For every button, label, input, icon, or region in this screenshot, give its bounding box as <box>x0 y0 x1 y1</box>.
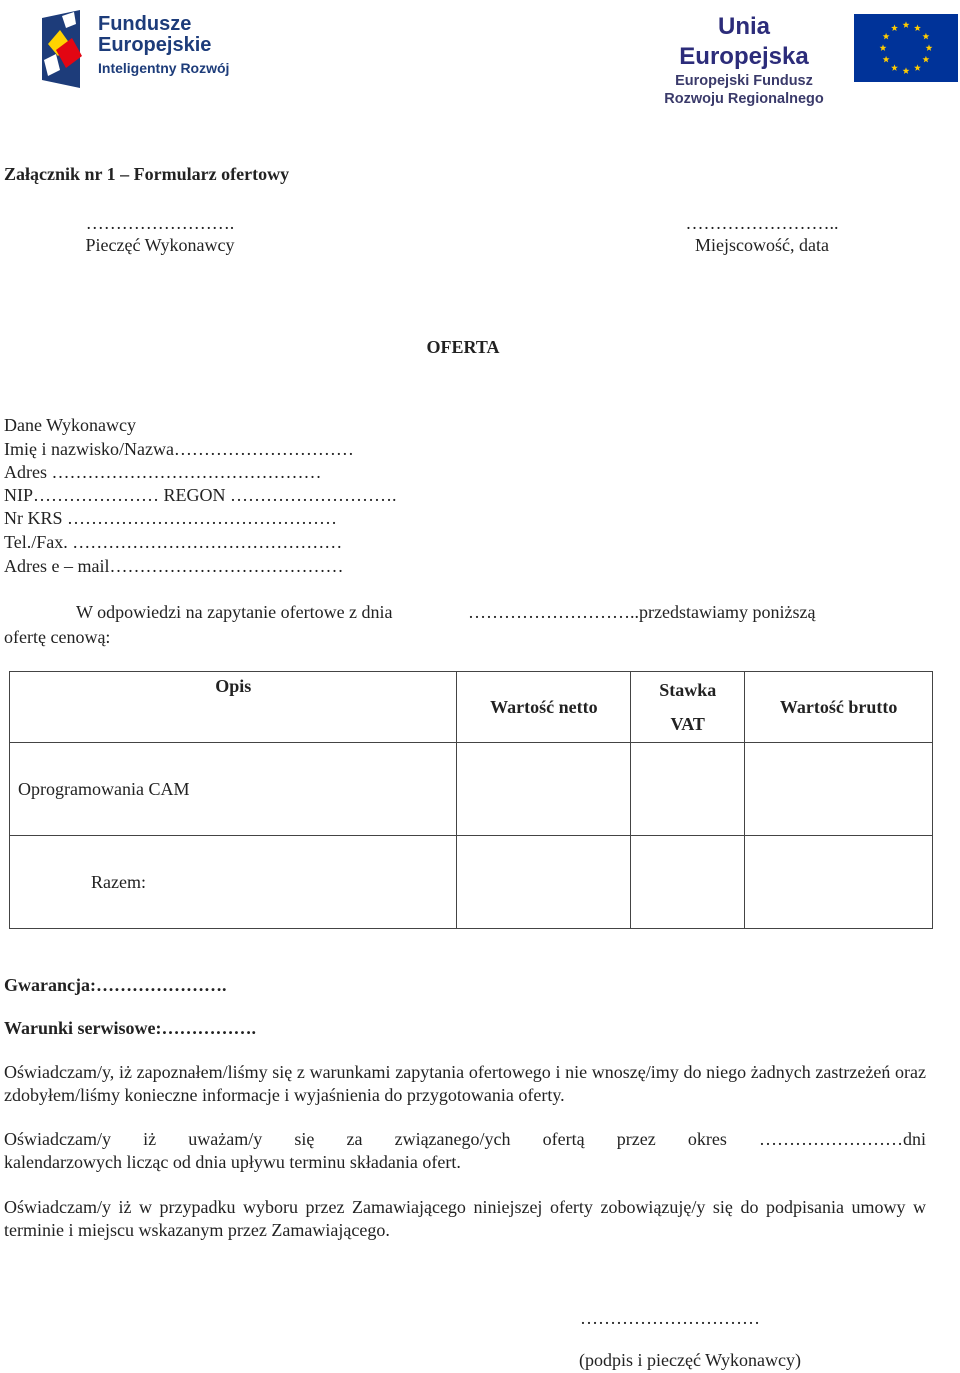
total-gross-value[interactable] <box>745 836 933 929</box>
header-gross-value: Wartość brutto <box>745 672 933 743</box>
statement-3: Oświadczam/y iż w przypadku wyboru przez Zamawiającego niniejszej oferty zobowiązuję/y się do podpisania umowy w terminie i miejscu wskazanym przez Zamawiającego. <box>4 1197 926 1240</box>
contractor-name-field: Imię i nazwisko/Nazwa………………………… <box>4 439 354 459</box>
fe-line2: Europejskie <box>98 34 212 56</box>
signature-dots: ………………………… <box>580 1308 760 1328</box>
header-vat-rate-line1: Stawka <box>659 680 717 700</box>
fe-line3: Inteligentny Rozwój <box>98 60 230 76</box>
fe-line1: Fundusze <box>98 13 192 35</box>
contractor-phone-field: Tel./Fax. ……………………………………… <box>4 532 343 552</box>
table-row <box>10 743 933 836</box>
statement-1: Oświadczam/y, iż zapoznałem/liśmy się z warunkami zapytania ofertowego i nie wnoszę/imy do niego żadnych zastrzeżeń oraz zdobyłem/liśmy konieczne informacje i wyjaśnienia do przygotowania oferty. <box>4 1062 926 1105</box>
total-net-value[interactable] <box>457 836 631 929</box>
intro-part2: ………………………..przedstawiamy poniższą <box>468 602 816 622</box>
statement-2-line1: Oświadczam/y iż uważam/y się za związanego/ych ofertą przez okres ……………………dni <box>4 1129 926 1149</box>
row-net-value[interactable] <box>457 743 631 836</box>
intro-part1: W odpowiedzi na zapytanie ofertowe z dnia <box>76 602 393 622</box>
row-gross-value[interactable] <box>745 743 933 836</box>
contractor-email-field: Adres e – mail………………………………… <box>4 556 344 576</box>
header-vat-rate <box>631 672 745 743</box>
ue-logo-text <box>650 12 838 108</box>
document-title: Załącznik nr 1 – Formularz ofertowy <box>4 164 290 184</box>
offer-heading: OFERTA <box>426 337 500 357</box>
offer-table <box>9 671 933 929</box>
header-description: Opis <box>10 672 457 743</box>
place-dots: …………………….. <box>685 213 839 233</box>
header-net-value: Wartość netto <box>457 672 631 743</box>
row-vat-rate[interactable] <box>631 743 745 836</box>
eu-flag-icon <box>854 14 958 82</box>
row-total-label <box>10 836 457 929</box>
contractor-address-field: Adres ……………………………………… <box>4 462 322 482</box>
warranty-field: Gwarancja:…………………. <box>4 975 227 995</box>
ue-title: Unia Europejska <box>679 13 809 70</box>
table-row-total <box>10 836 933 929</box>
row-description: Oprogramowania CAM <box>10 743 457 836</box>
intro-part3: ofertę cenową: <box>4 627 111 647</box>
stamp-dots: ……………………. <box>85 213 235 233</box>
table-header-row <box>10 672 933 743</box>
header-vat-rate-line2: VAT <box>670 714 705 734</box>
place-label: Miejscowość, data <box>695 235 829 255</box>
contractor-heading: Dane Wykonawcy <box>4 415 137 435</box>
service-terms-field: Warunki serwisowe:……………. <box>4 1018 256 1038</box>
signature-label: (podpis i pieczęć Wykonawcy) <box>579 1350 802 1370</box>
statement-2-line2: kalendarzowych licząc od dnia upływu terminu składania ofert. <box>4 1152 461 1172</box>
total-vat-rate[interactable] <box>631 836 745 929</box>
contractor-krs-field: Nr KRS ……………………………………… <box>4 508 338 528</box>
ue-line2: Europejski Fundusz <box>675 73 813 89</box>
ue-line3: Rozwoju Regionalnego <box>664 91 824 107</box>
row-total-label-text: Razem: <box>91 871 146 892</box>
stamp-label: Pieczęć Wykonawcy <box>85 235 235 255</box>
contractor-nip-regon-field: NIP………………… REGON ………………………. <box>4 485 397 505</box>
